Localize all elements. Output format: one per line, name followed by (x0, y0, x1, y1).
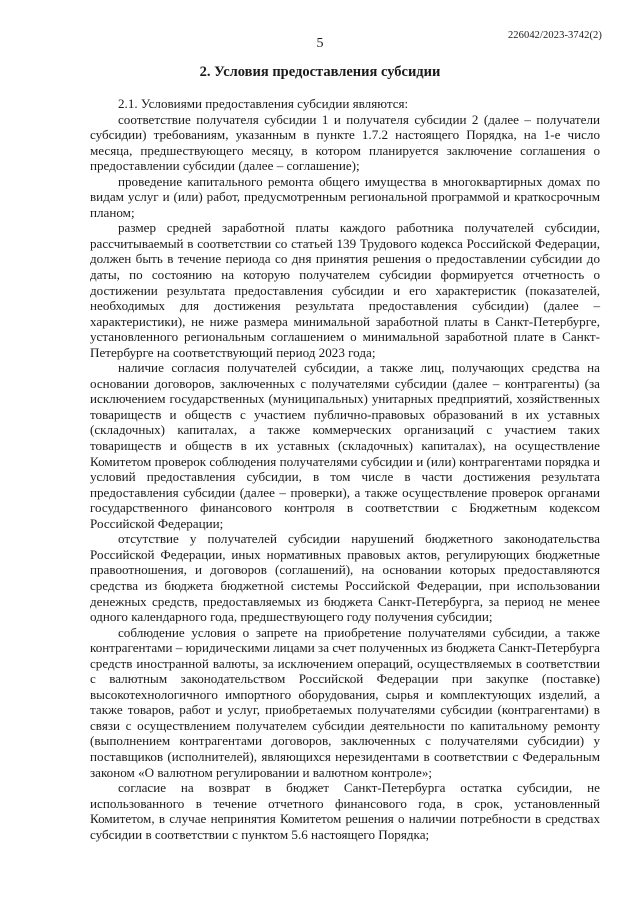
page-number: 5 (316, 36, 324, 51)
paragraph-no-budget-violations: отсутствие у получателей субсидии нарушений бюджетного законодательства Российской Федерации, иных нормативных правовых актов, регулирующих бюджетные правоотношения, и договоров (соглашений), на основании которых предоставляются средства из бюджета бюджетной системы Российской Федерации, при использовании денежных средств, предоставляемых из бюджета Санкт-Петербурга, за период не менее одного календарного года, предшествующего году получения субсидии; (90, 531, 600, 625)
document-body (90, 96, 600, 842)
paragraph-consent-to-inspections: наличие согласия получателей субсидии, а также лиц, получающих средства на основании договоров, заключенных с получателями субсидии (далее – контрагенты) (за исключением государственных (муниципальных) унитарных предприятий, хозяйственных товариществ и обществ с участием публично-правовых образований в их уставных (складочных) капиталах, а также коммерческих организаций с участием таких товариществ и обществ в их уставных (складочных) капиталах), на осуществление Комитетом проверок соблюдения получателями субсидии и (или) контрагентами порядка и условий предоставления субсидии, в том числе в части достижения результата предоставления субсидии (далее – проверки), а также осуществление проверок органами государственного финансового контроля в соответствии с Бюджетным кодексом Российской Федерации; (90, 360, 600, 531)
paragraph-capital-repair: проведение капитального ремонта общего имущества в многоквартирных домах по видам услуг и (или) работ, предусмотренным региональной программой и краткосрочным планом; (90, 173, 600, 220)
section-title: 2. Условия предоставления субсидии (199, 64, 441, 80)
document-number: 226042/2023-3742(2) (507, 30, 602, 41)
paragraph-currency-restriction: соблюдение условия о запрете на приобретение получателями субсидии, а также контрагентами – юридическими лицами за счет полученных из бюджета Санкт-Петербурга средств иностранной валюты, за исключением операций, осуществляемых в соответствии с валютным законодательством Российской Федерации при закупке (поставке) высокотехнологичного импортного оборудования, сырья и комплектующих изделий, а также товаров, работ и услуг, приобретаемых получателями субсидии (контрагентами) в связи с осуществлением получателем субсидии деятельности по капитальному ремонту (выполнением контрагентами договоров, заключенных с получателями субсидии) у поставщиков (исполнителей), являющихся нерезидентами в соответствии с Федеральным законом «О валютном регулировании и валютном контроле»; (90, 624, 600, 780)
paragraph-consent-to-return: согласие на возврат в бюджет Санкт-Петербурга остатка субсидии, не использованного в течение отчетного финансового года, в срок, установленный Комитетом, в случае непринятия Комитетом решения о наличии потребности в средствах субсидии в соответствии с пунктом 5.6 настоящего Порядка; (90, 780, 600, 842)
paragraph-clause-2-1: 2.1. Условиями предоставления субсидии являются: (118, 96, 409, 111)
paragraph-recipient-compliance: соответствие получателя субсидии 1 и получателя субсидии 2 (далее – получатели субсидии) требованиям, указанным в пункте 1.7.2 настоящего Порядка, на 1-е число месяца, предшествующего месяцу, в котором планируется заключение соглашения о предоставлении субсидии (далее – соглашение); (90, 111, 600, 174)
paragraph-average-salary: размер средней заработной платы каждого работника получателей субсидии, рассчитываемый в соответствии со статьей 139 Трудового кодекса Российской Федерации, должен быть в течение периода со дня принятия решения о предоставлении субсидии до даты, по состоянию на которую получателем субсидии формируется отчетность о достижении результата предоставления субсидии и его характеристик (показателей, необходимых для достижения результата предоставления субсидии) (далее – характеристики), не ниже размера минимальной заработной платы в Санкт-Петербурге, установленного региональным соглашением о минимальной заработной плате в Санкт-Петербурге на соответствующий период 2023 года; (90, 220, 600, 360)
